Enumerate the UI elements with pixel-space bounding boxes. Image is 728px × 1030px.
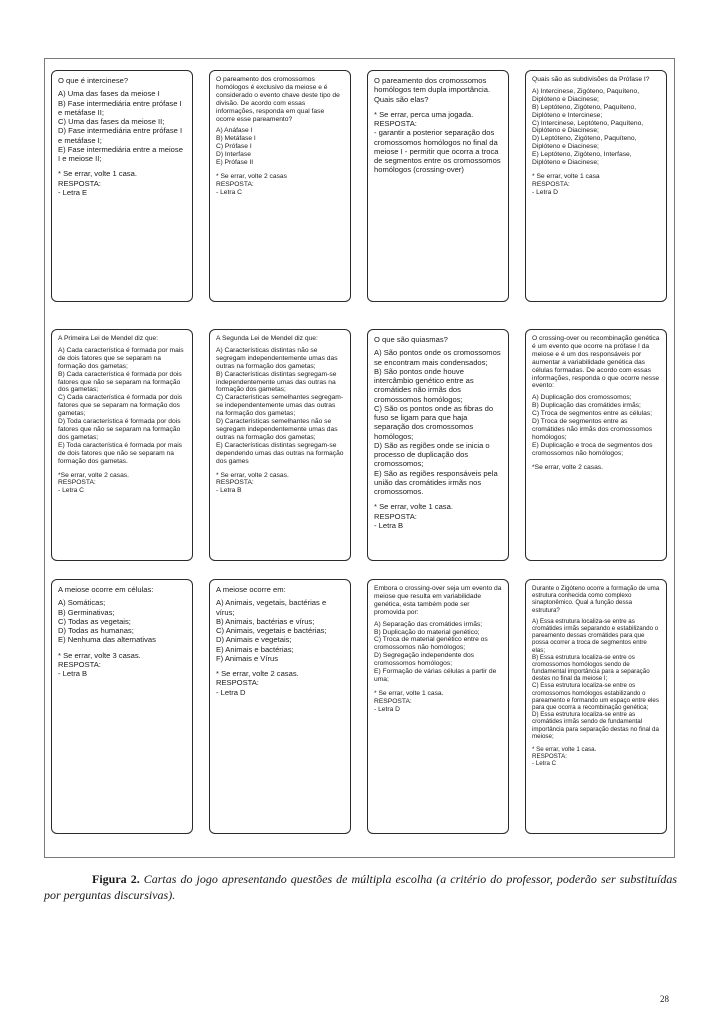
card-option: E) Nenhuma das alternativas [58, 635, 156, 645]
card-option: A) Animais, vegetais, bactérias e vírus; [216, 598, 327, 617]
card-penalty: * Se errar, volte 1 casa. [374, 689, 444, 697]
card-option: A) Cada característica é formada por mais de dois fatores que se separam na formação dos gametas; [58, 346, 184, 370]
card-answer: - Letra E [58, 187, 88, 197]
card-question: O pareamento dos cromossomos homólogos tem dupla importância. Quais são elas? [374, 76, 491, 104]
card-option: D) Animais e vegetais; [216, 635, 292, 645]
card-answer: - Letra C [532, 760, 557, 768]
figure-label: Figura 2. [92, 872, 140, 886]
card-question: Quais são as subdivisões da Prófase I? [532, 76, 650, 83]
card-option: E) São as regiões responsáveis pela união das cromátides irmãs nos cromossomos. [374, 468, 498, 496]
card-option: B) Cada característica é formada por dois fatores que não se separam na formação dos gametas; [58, 370, 182, 394]
card-question: A Primeira Lei de Mendel diz que: [58, 335, 158, 342]
card-penalty: * Se errar, volte 1 casa. [374, 502, 453, 512]
card-option: E) Animais e bactérias; [216, 644, 294, 654]
card-option: A) Anáfase I [216, 127, 253, 135]
card-option: A) Essa estrutura localiza-se entre as cromátides irmãs separando e estabilizando o pareamento dessas cromátides para que possa ocorrer a troca de segmentos entre elas; [532, 617, 659, 654]
card-option: A) Intercinese, Zigóteno, Paquíteno, Diplóteno e Diacinese; [532, 87, 640, 103]
card-penalty: *Se errar, volte 2 casas. [58, 471, 129, 479]
card-question: O pareamento dos cromossomos homólogos é exclusivo da meiose e é considerado o evento chave deste tipo de divisão. De acordo com essas informações, responda em qual fase ocorre esse pareamento? [216, 76, 340, 123]
game-card-3 [367, 70, 509, 302]
card-question: A Segunda Lei de Mendel diz que: [216, 335, 318, 342]
card-option: E) Prófase II [216, 159, 254, 167]
card-resposta-label: RESPOSTA: [374, 697, 412, 705]
game-card-2 [209, 70, 351, 302]
card-option: E) Toda característica é formada por mais de dois fatores que não se separam na formação dos gametas. [58, 441, 183, 465]
card-penalty: * Se errar, volte 1 casa [532, 172, 600, 180]
card-option: B) Leptóteno, Zigóteno, Paquíteno, Diplóteno e Intercinese; [532, 103, 637, 119]
card-answer: - Letra B [216, 487, 242, 495]
card-option: B) Essa estrutura localiza-se entre os cromossomos homólogos sendo de fundamental importância para a separação destes no final da meiose I; [532, 653, 650, 683]
card-option: C) Animais, vegetais e bactérias; [216, 626, 327, 635]
card-resposta-label: RESPOSTA: [374, 119, 417, 128]
card-penalty: * Se errar, volte 3 casas. [58, 650, 141, 660]
card-option: D) Interfase [216, 151, 251, 159]
card-option: D) Fase intermediária entre prófase I e metáfase I; [58, 126, 183, 145]
card-option: D) Toda característica é formada por dois fatores que não se separam na formação dos gametas; [58, 418, 181, 441]
card-penalty: * Se errar, volte 2 casas [216, 172, 287, 180]
card-option: D) Segregação independente dos cromossomos homólogos; [374, 652, 475, 668]
card-resposta-label: RESPOSTA: [216, 479, 254, 487]
page-number: 28 [660, 994, 669, 1004]
card-answer: - Letra C [216, 188, 243, 196]
card-question: A meiose ocorre em: [216, 585, 286, 594]
card-option: B) Duplicação das cromátides irmãs; [532, 402, 641, 410]
card-option: C) Troca de material genético entre os cromossomos não homólogos; [374, 636, 488, 652]
card-question: A meiose ocorre em células: [58, 585, 154, 594]
card-penalty: * Se errar, volte 1 casa. [58, 169, 137, 179]
game-card-7 [367, 329, 509, 561]
card-question: O que são quiasmas? [374, 335, 448, 344]
card-option: C) Prófase I [216, 143, 252, 151]
card-option: A) Duplicação dos cromossomos; [532, 394, 632, 402]
card-option: D) Essa estrutura localiza-se entre as cromátides irmãs sendo de fundamental importância para separação destas no final da meiose; [532, 711, 659, 740]
card-answer: - garantir a posterior separação dos cromossomos homólogos no final da meiose I - permitir que ocorra a troca de segmentos entre os cromossomos homólogos (crossing-over) [374, 128, 501, 175]
card-option: C) Todas as vegetais; [58, 616, 131, 626]
card-option: A) Uma das fases da meiose I [58, 89, 160, 99]
game-card-10 [209, 579, 351, 834]
game-card-11 [367, 579, 509, 834]
card-option: A) Separação das cromátides irmãs; [374, 620, 483, 628]
card-option: A) Características distintas não se segregam independentemente umas das outras na formação dos gametas; [216, 346, 338, 370]
card-option: B) Características distintas segregam-se independentemente umas das outras na formação dos gametas; [216, 370, 337, 394]
card-resposta-label: RESPOSTA: [58, 479, 96, 487]
card-option: B) Animais, bactérias e vírus; [216, 616, 315, 626]
card-answer: - Letra B [58, 669, 88, 678]
card-penalty: * Se errar, volte 1 casa. [532, 745, 597, 753]
card-option: C) Características semelhantes segregam-se independentemente umas das outras na formação dos gametas; [216, 394, 344, 418]
card-resposta-label: RESPOSTA: [216, 678, 259, 688]
game-card-4 [525, 70, 667, 302]
card-option: D) Troca de segmentos entre as cromátides não irmãs dos cromossomos homólogos; [532, 418, 653, 441]
card-resposta-label: RESPOSTA: [58, 659, 101, 669]
card-option: C) Uma das fases da meiose II; [58, 117, 165, 126]
card-option: D) Todas as humanas; [58, 626, 134, 635]
card-resposta-label: RESPOSTA: [216, 180, 254, 188]
card-option: D) Características semelhantes não se segregam independentemente umas das outras na formação dos gametas; [216, 418, 338, 441]
card-option: D) Leptóteno, Zigóteno, Paquíteno, Diplóteno e Diacinese; [532, 135, 637, 151]
card-penalty: * Se errar, perca uma jogada. [374, 109, 474, 119]
card-option: B) Duplicação do material genético; [374, 628, 480, 636]
card-question: Embora o crossing-over seja um evento da meiose que resulta em variabilidade genética, esta também pode ser promovida por: [374, 585, 502, 616]
card-option: C) Intercinese, Leptóteno, Paquíteno, Diplóteno e Diacinese; [532, 119, 644, 135]
card-option: B) Fase intermediária entre prófase I e metáfase II; [58, 98, 182, 117]
card-option: C) Essa estrutura localiza-se entre os cromossomos homólogos estabilizando o pareamento e formando um espaço entre eles para que ocorra a recombinação genética; [532, 682, 659, 711]
game-card-9 [51, 579, 193, 834]
card-option: A) Somáticas; [58, 598, 106, 608]
card-resposta-label: RESPOSTA: [532, 753, 567, 761]
card-answer: - Letra D [216, 687, 246, 697]
card-answer: - Letra B [374, 520, 404, 530]
card-penalty: * Se errar, volte 2 casas. [216, 669, 299, 678]
card-question: O crossing-over ou recombinação genética é um evento que ocorre na prófase I da meiose e é um dos responsáveis por aumentar a variabilidade genética das células formadas. De acordo com essas informações, responda o que ocorre nesse evento: [532, 335, 660, 390]
card-option: E) Fase intermediária entre a meiose I e meiose II; [58, 144, 183, 163]
card-resposta-label: RESPOSTA: [58, 178, 101, 188]
card-option: B) Metáfase I [216, 135, 256, 143]
card-option: B) Germinativas; [58, 607, 115, 617]
card-penalty: *Se errar, volte 2 casas. [532, 463, 603, 471]
card-option: B) São pontos onde houve intercâmbio genético entre as cromátides não irmãs dos cromossomos homólogos; [374, 366, 474, 404]
card-resposta-label: RESPOSTA: [374, 511, 417, 521]
card-penalty: * Se errar, volte 2 casas. [216, 471, 289, 479]
card-option: E) Formação de várias células a partir de uma; [374, 668, 497, 683]
card-option: C) São os pontos onde as fibras do fuso se ligam para que haja separação dos cromossomos homólogos; [374, 403, 494, 441]
card-option: A) São pontos onde os cromossomos se encontram mais condensados; [374, 348, 501, 367]
card-option: C) Cada característica é formada por dois fatores que se separam na formação dos gametas; [58, 394, 183, 418]
card-answer: - Letra D [374, 705, 401, 713]
card-option: E) Leptóteno, Zigóteno, Interfase, Diplóteno e Diacinese; [532, 151, 632, 167]
card-answer: - Letra D [532, 188, 559, 196]
figure-caption [44, 871, 677, 903]
game-card-5 [51, 329, 193, 561]
game-card-1 [51, 70, 193, 302]
game-card-8 [525, 329, 667, 561]
game-card-12 [525, 579, 667, 834]
game-card-6 [209, 329, 351, 561]
card-option: E) Características distintas segregam-se dependendo umas das outras na formação dos games [216, 441, 344, 465]
card-answer: - Letra C [58, 487, 85, 495]
card-question: Durante o Zigóteno ocorre a formação de uma estrutura conhecida como complexo sinaptonêmico. Qual a função dessa estrutura? [532, 585, 660, 614]
game-cards-sheet [44, 58, 675, 858]
card-option: E) Duplicação e troca de segmentos dos cromossomos não homólogos; [532, 441, 653, 457]
card-option: C) Troca de segmentos entre as células; [532, 410, 653, 418]
card-option: D) São as regiões onde se inicia o processo de duplicação dos cromossomos; [374, 440, 490, 469]
card-question: O que é intercinese? [58, 76, 129, 85]
card-resposta-label: RESPOSTA: [532, 180, 570, 188]
card-option: F) Animais e Vírus [216, 653, 279, 663]
figure-caption-text: Cartas do jogo apresentando questões de múltipla escolha (a critério do professor, poderão ser substituídas por perguntas discursivas). [44, 872, 678, 903]
